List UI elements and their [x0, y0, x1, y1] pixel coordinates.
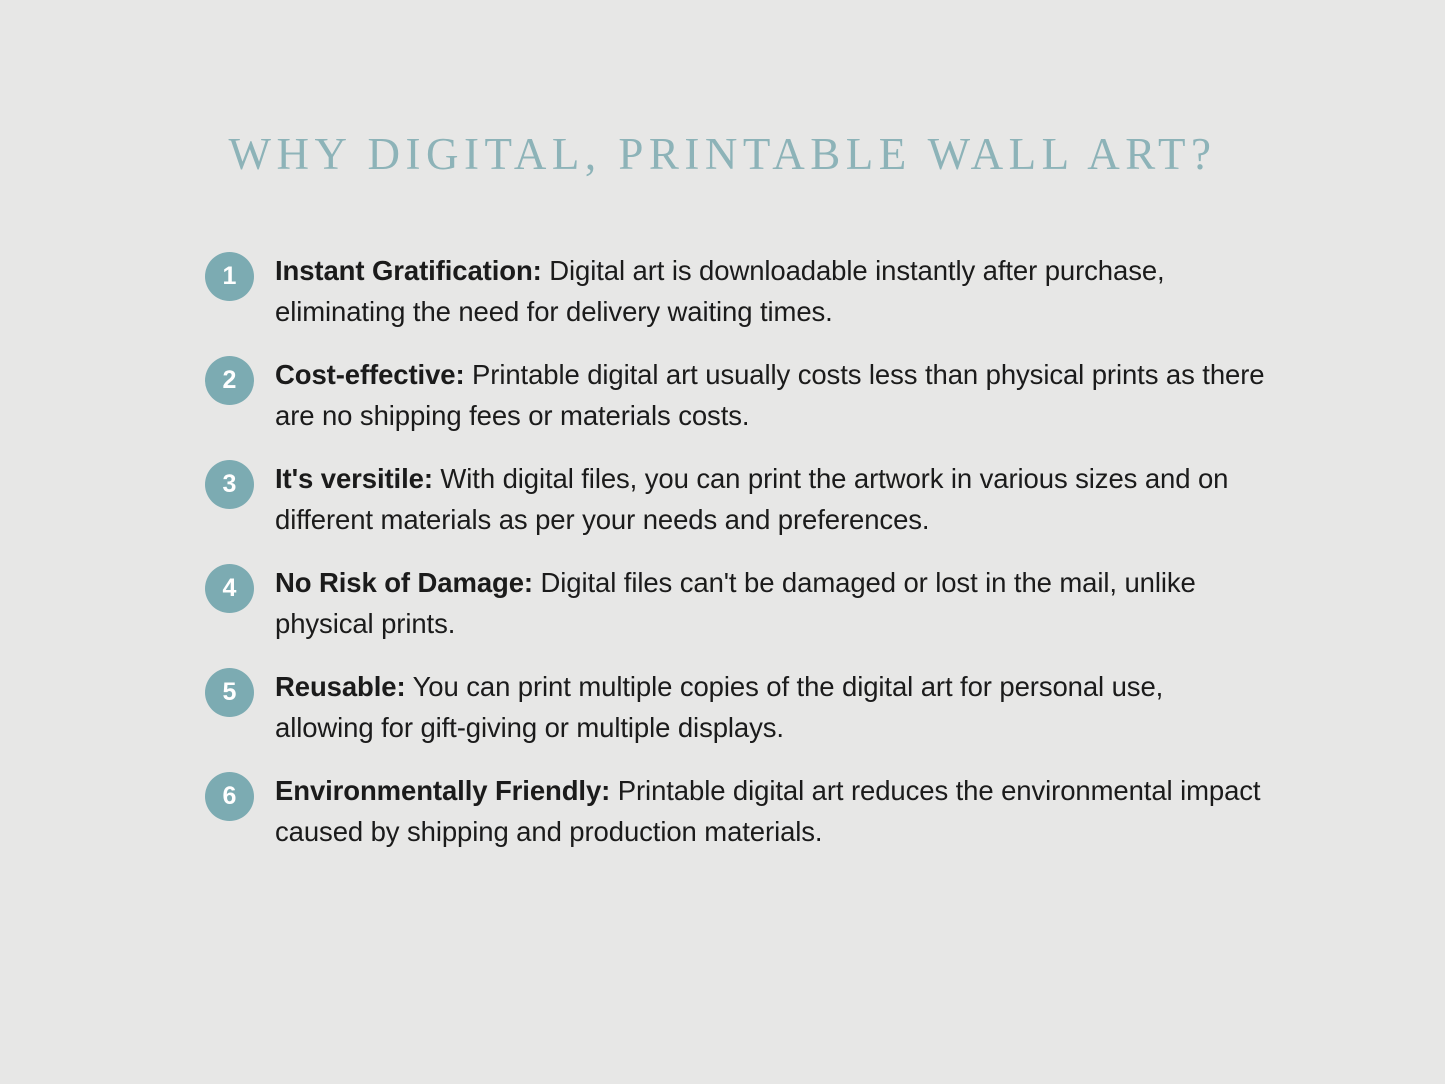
list-item	[205, 354, 1265, 436]
list-item-body: Digital art is downloadable instantly after purchase, eliminating the need for delivery waiting times.	[275, 255, 1165, 327]
benefits-list	[205, 250, 1265, 874]
list-item-body: Digital files can't be damaged or lost in the mail, unlike physical prints.	[275, 567, 1196, 639]
list-item-lead: Reusable:	[275, 671, 406, 702]
list-item-number-badge: 4	[205, 564, 254, 613]
list-item-number-badge: 5	[205, 668, 254, 717]
list-item-lead: Instant Gratification:	[275, 255, 542, 286]
list-item-lead: It's versitile:	[275, 463, 433, 494]
list-item-number-badge: 2	[205, 356, 254, 405]
list-item	[205, 250, 1265, 332]
list-item-body: You can print multiple copies of the digital art for personal use, allowing for gift-giving or multiple displays.	[275, 671, 1164, 743]
list-item-number-badge: 3	[205, 460, 254, 509]
list-item-number-badge: 6	[205, 772, 254, 821]
list-item-lead: Cost-effective:	[275, 359, 465, 390]
list-item-body: With digital files, you can print the artwork in various sizes and on different materials as per your needs and preferences.	[275, 463, 1229, 535]
list-item-text	[275, 354, 1265, 436]
list-item-number-badge: 1	[205, 252, 254, 301]
list-item	[205, 562, 1265, 644]
list-item	[205, 770, 1265, 852]
list-item-lead: No Risk of Damage:	[275, 567, 533, 598]
list-item	[205, 666, 1265, 748]
list-item	[205, 458, 1265, 540]
list-item-lead: Environmentally Friendly:	[275, 775, 611, 806]
page-title: WHY DIGITAL, PRINTABLE WALL ART?	[228, 129, 1217, 179]
list-item-text	[275, 770, 1265, 852]
list-item-text	[275, 666, 1265, 748]
list-item-body: Printable digital art usually costs less than physical prints as there are no shipping fees or materials costs.	[275, 359, 1265, 431]
list-item-text	[275, 562, 1265, 644]
list-item-body: Printable digital art reduces the environmental impact caused by shipping and production materials.	[275, 775, 1261, 847]
list-item-text	[275, 458, 1265, 540]
list-item-text	[275, 250, 1265, 332]
